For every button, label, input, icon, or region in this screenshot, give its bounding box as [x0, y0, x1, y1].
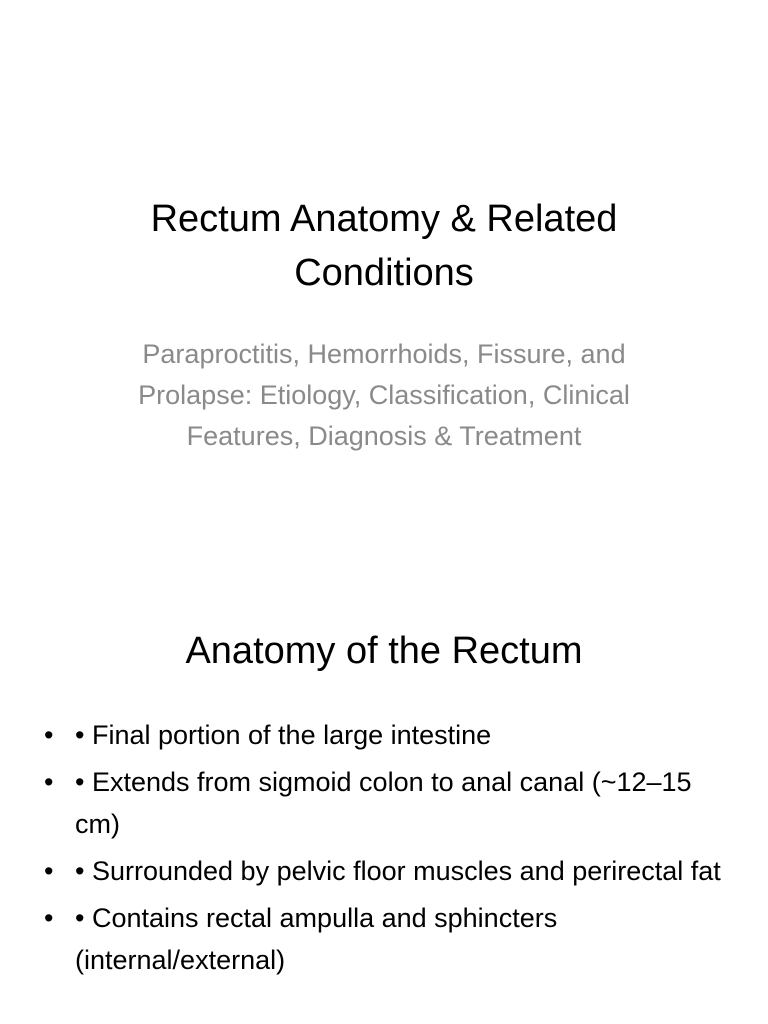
list-item	[40, 850, 730, 892]
list-item-text: • Contains rectal ampulla and sphincters (internal/external)	[75, 903, 558, 975]
bullet-marker: •	[44, 856, 54, 886]
section-title: Anatomy of the Rectum	[185, 630, 583, 672]
anatomy-slide	[0, 576, 768, 1024]
deck-subtitle: Paraproctitis, Hemorrhoids, Fissure, and Prolapse: Etiology, Classification, Clinical Features, Diagnosis & Treatment	[138, 339, 630, 451]
bullet-marker: •	[44, 720, 54, 750]
bullet-marker: •	[44, 767, 54, 797]
bullet-marker: •	[44, 903, 54, 933]
list-item	[40, 897, 730, 981]
bullet-list	[40, 714, 730, 986]
list-item-text: • Extends from sigmoid colon to anal canal (~12–15 cm)	[75, 767, 692, 839]
list-item	[40, 714, 730, 756]
list-item-text: • Final portion of the large intestine	[75, 720, 492, 750]
list-item-text: • Surrounded by pelvic floor muscles and perirectal fat	[75, 856, 721, 886]
deck-title: Rectum Anatomy & Related Conditions	[150, 198, 618, 294]
list-item	[40, 761, 730, 845]
